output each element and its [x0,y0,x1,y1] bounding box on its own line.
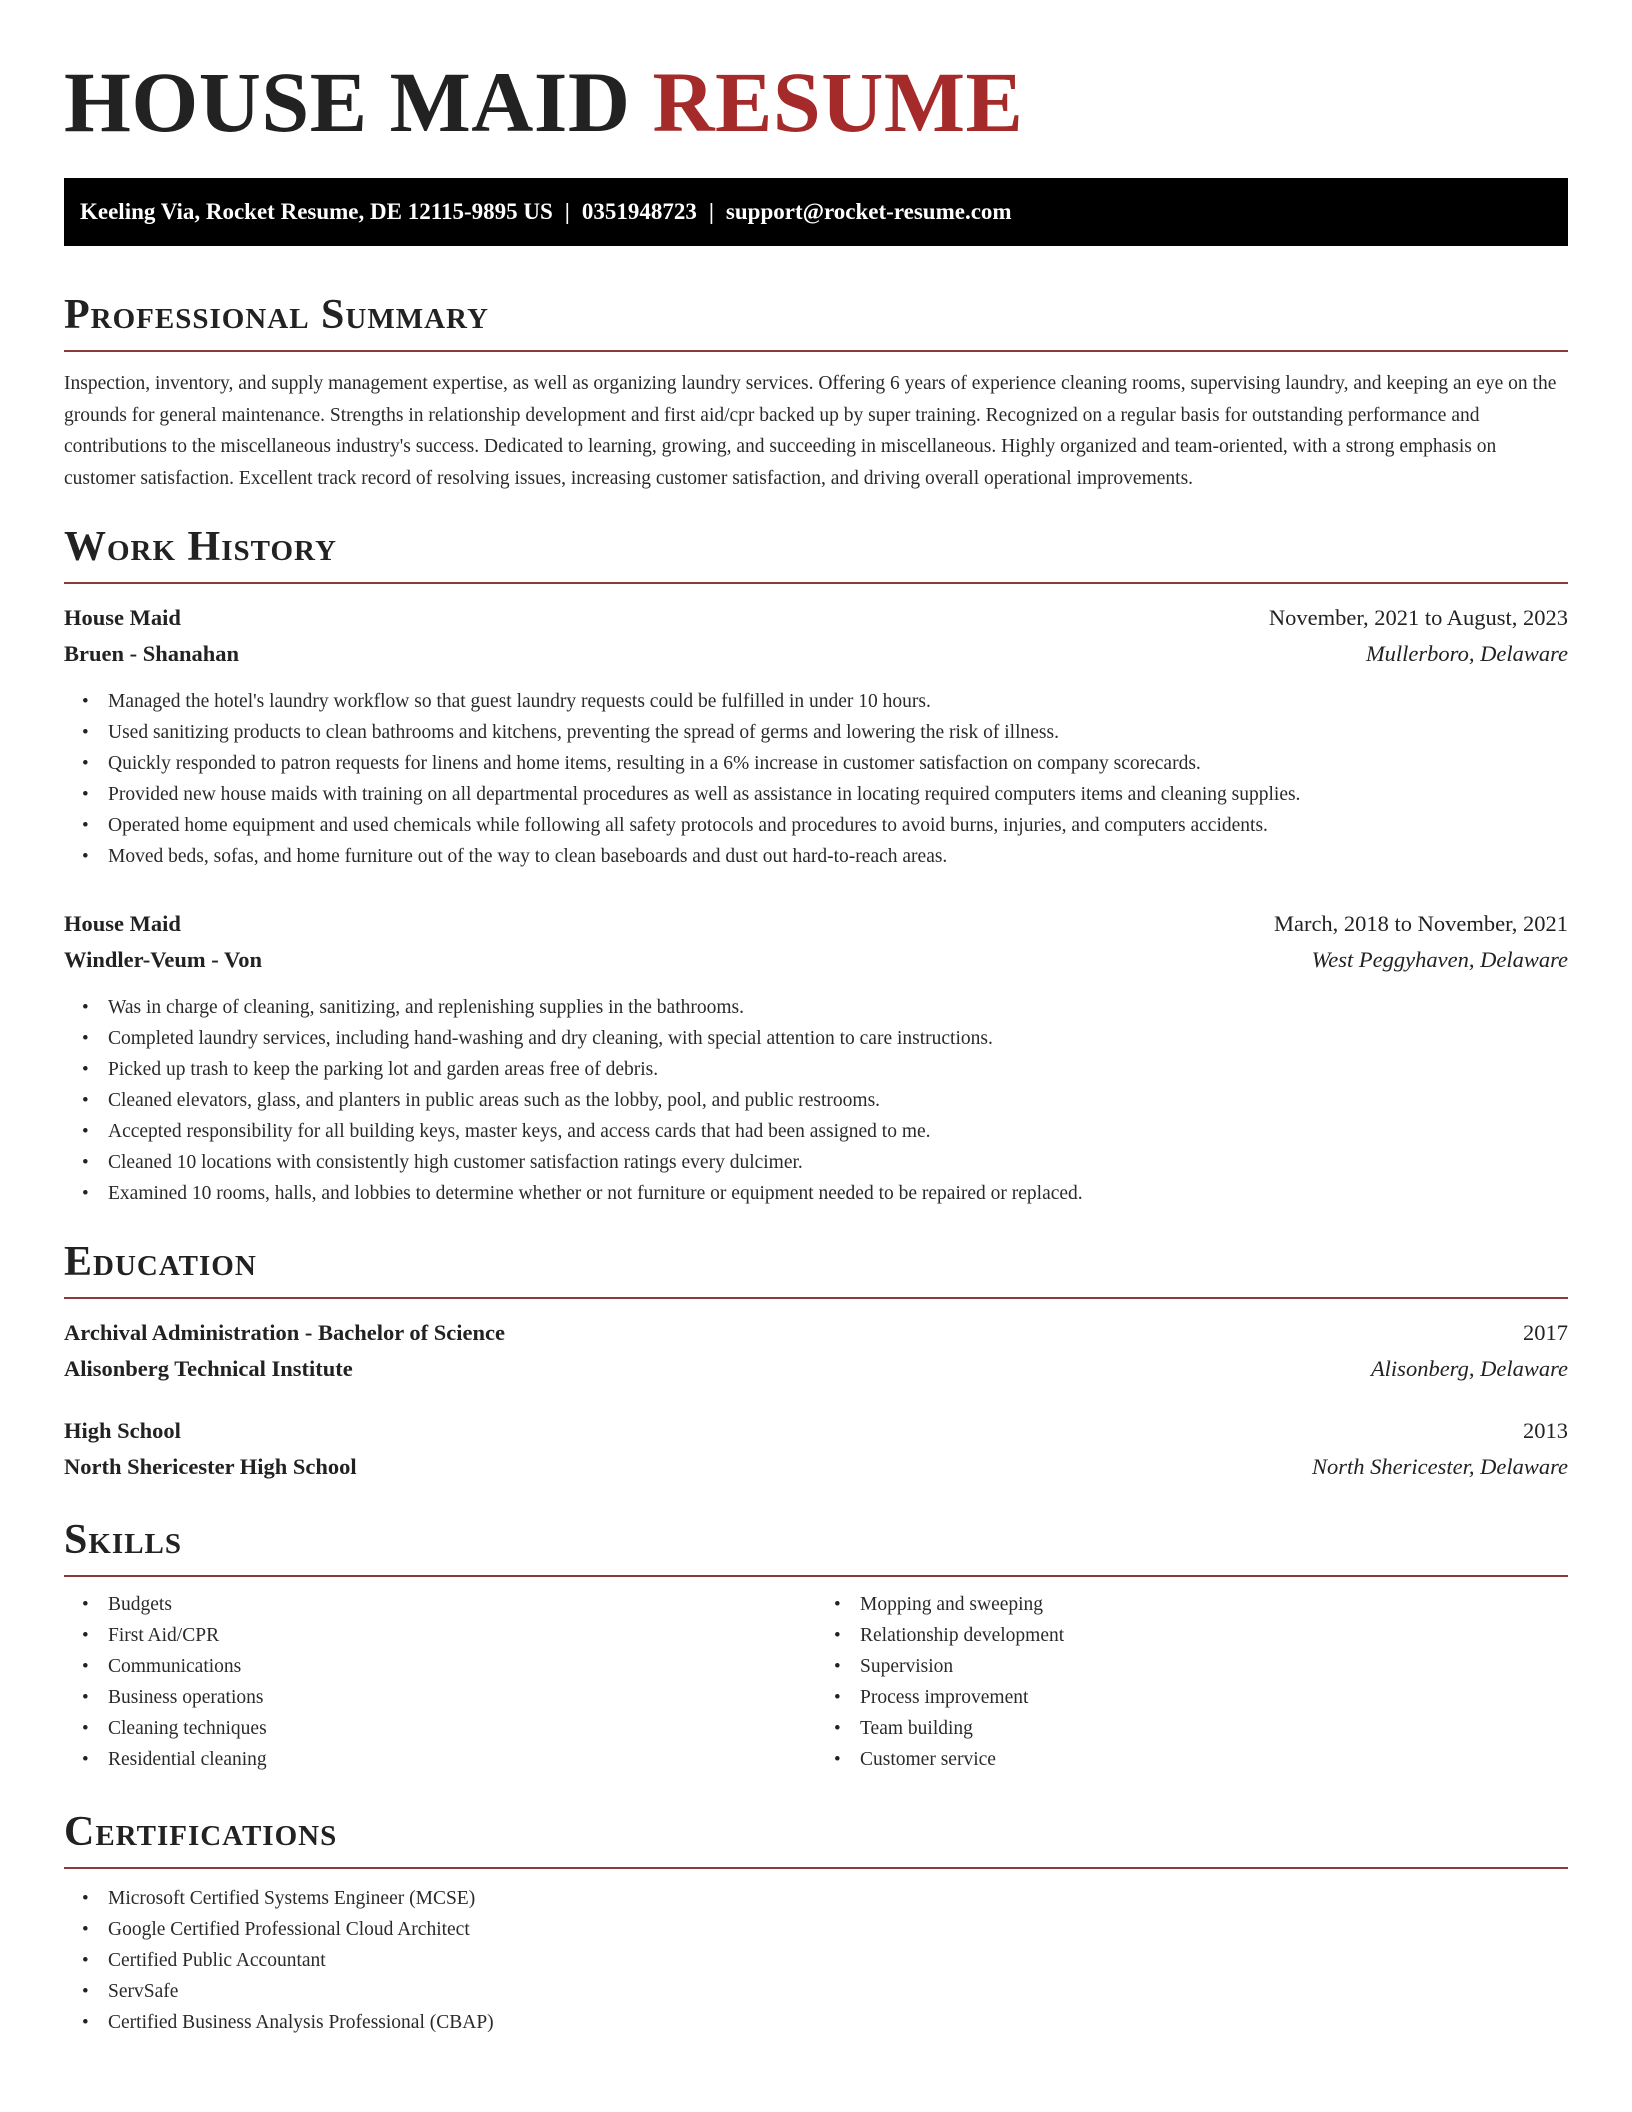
education-heading: Education [64,1239,257,1285]
education-degree: High School [64,1418,181,1443]
job-company: Bruen - Shanahan [64,641,240,666]
job-company-row [64,636,1568,672]
education-year: 2017 [1523,1320,1568,1345]
job-entry [64,906,1568,1209]
skills-grid [64,1589,1568,1775]
education-degree-row [64,1413,1568,1449]
skill-item: • Mopping and sweeping [860,1589,1568,1620]
contact-separator: | [708,199,714,224]
section-divider [64,582,1568,584]
job-location: West Peggyhaven, Delaware [1311,947,1568,972]
education-year: 2013 [1523,1418,1568,1443]
certification-item: • Google Certified Professional Cloud Architect [108,1914,1568,1945]
list-item: • Picked up trash to keep the parking lot and garden areas free of debris. [108,1054,1568,1085]
education-degree: Archival Administration - Bachelor of Science [64,1320,506,1345]
contact-email: support@rocket-resume.com [725,199,1012,224]
resume-title [64,0,1568,152]
contact-bar [64,178,1568,246]
list-item: • Managed the hotel's laundry workflow so that guest laundry requests could be fulfilled in under 10 hours. [108,686,1568,717]
summary-heading: Professional Summary [64,292,489,338]
contact-separator: | [564,199,570,224]
job-bullets [64,686,1568,872]
list-item: • Examined 10 rooms, halls, and lobbies to determine whether or not furniture or equipment needed to be repaired or replaced. [108,1178,1568,1209]
education-section [64,1237,1568,1485]
job-location: Mullerboro, Delaware [1365,641,1568,666]
education-location: Alisonberg, Delaware [1370,1356,1568,1381]
list-item: • Cleaned elevators, glass, and planters in public areas such as the lobby, pool, and public restrooms. [108,1085,1568,1116]
certification-item: • ServSafe [108,1976,1568,2007]
education-school: Alisonberg Technical Institute [64,1356,353,1381]
contact-address: Keeling Via, Rocket Resume, DE 12115-9895 US [80,199,553,224]
section-divider [64,1297,1568,1299]
list-item: • Accepted responsibility for all building keys, master keys, and access cards that had been assigned to me. [108,1116,1568,1147]
job-entry [64,600,1568,872]
job-company: Windler-Veum - Von [64,947,262,972]
education-school: North Shericester High School [64,1454,357,1479]
skill-item: • Cleaning techniques [108,1713,816,1744]
title-accent: RESUME [652,54,1024,150]
contact-phone: 0351948723 [581,199,697,224]
list-item: • Moved beds, sofas, and home furniture out of the way to clean baseboards and dust out hard-to-reach areas. [108,841,1568,872]
skill-item: • First Aid/CPR [108,1620,816,1651]
list-item: • Provided new house maids with training on all departmental procedures as well as assistance in locating required computers items and cleaning supplies. [108,779,1568,810]
education-entry [64,1315,1568,1387]
list-item: • Quickly responded to patron requests for linens and home items, resulting in a 6% increase in customer satisfaction on company scorecards. [108,748,1568,779]
skill-item: • Residential cleaning [108,1744,816,1775]
job-dates: March, 2018 to November, 2021 [1273,911,1568,936]
section-divider [64,1867,1568,1869]
list-item: • Used sanitizing products to clean bathrooms and kitchens, preventing the spread of germs and lowering the risk of illness. [108,717,1568,748]
skills-column-right [816,1589,1568,1775]
education-entry [64,1413,1568,1485]
skill-item: • Team building [860,1713,1568,1744]
skill-item: • Customer service [860,1744,1568,1775]
certification-item: • Certified Business Analysis Professional (CBAP) [108,2007,1568,2038]
skill-item: • Process improvement [860,1682,1568,1713]
education-location: North Shericester, Delaware [1311,1454,1568,1479]
job-bullets [64,992,1568,1209]
skill-item: • Communications [108,1651,816,1682]
job-dates: November, 2021 to August, 2023 [1268,605,1568,630]
list-item: • Cleaned 10 locations with consistently high customer satisfaction ratings every dulcimer. [108,1147,1568,1178]
certification-item: • Microsoft Certified Systems Engineer (MCSE) [108,1883,1568,1914]
skills-section [64,1515,1568,1775]
job-title: House Maid [64,911,181,936]
list-item: • Completed laundry services, including hand-washing and dry cleaning, with special attention to care instructions. [108,1023,1568,1054]
summary-section [64,290,1568,494]
job-title: House Maid [64,605,181,630]
title-main: HOUSE MAID [64,54,631,150]
list-item: • Operated home equipment and used chemicals while following all safety protocols and procedures to avoid burns, injuries, and computers accidents. [108,810,1568,841]
skills-heading: Skills [64,1517,183,1563]
skill-item: • Budgets [108,1589,816,1620]
section-divider [64,350,1568,352]
skill-item: • Business operations [108,1682,816,1713]
summary-text: Inspection, inventory, and supply management expertise, as well as organizing laundry services. Offering 6 years of experience cleaning rooms, supervising laundry, and keeping an eye on the grounds for general maintenance. Strengths in relationship development and first aid/cpr backed up by super training. Recognized on a regular basis for outstanding performance and contributions to the miscellaneous industry's success. Dedicated to learning, growing, and succeeding in miscellaneous. Highly organized and team-oriented, with a strong emphasis on customer satisfaction. Excellent track record of resolving issues, increasing customer satisfaction, and driving overall operational improvements. [64,373,1557,489]
skill-item: • Supervision [860,1651,1568,1682]
work-history-heading: Work History [64,524,337,570]
certification-item: • Certified Public Accountant [108,1945,1568,1976]
education-school-row [64,1449,1568,1485]
job-company-row [64,942,1568,978]
section-divider [64,1575,1568,1577]
job-header-row [64,600,1568,636]
education-school-row [64,1351,1568,1387]
skill-item: • Relationship development [860,1620,1568,1651]
certifications-heading: Certifications [64,1809,338,1855]
education-degree-row [64,1315,1568,1351]
job-header-row [64,906,1568,942]
work-history-section [64,522,1568,1209]
skills-column-left [64,1589,816,1775]
list-item: • Was in charge of cleaning, sanitizing, and replenishing supplies in the bathrooms. [108,992,1568,1023]
certifications-section [64,1807,1568,2038]
certifications-list [64,1883,1568,2038]
